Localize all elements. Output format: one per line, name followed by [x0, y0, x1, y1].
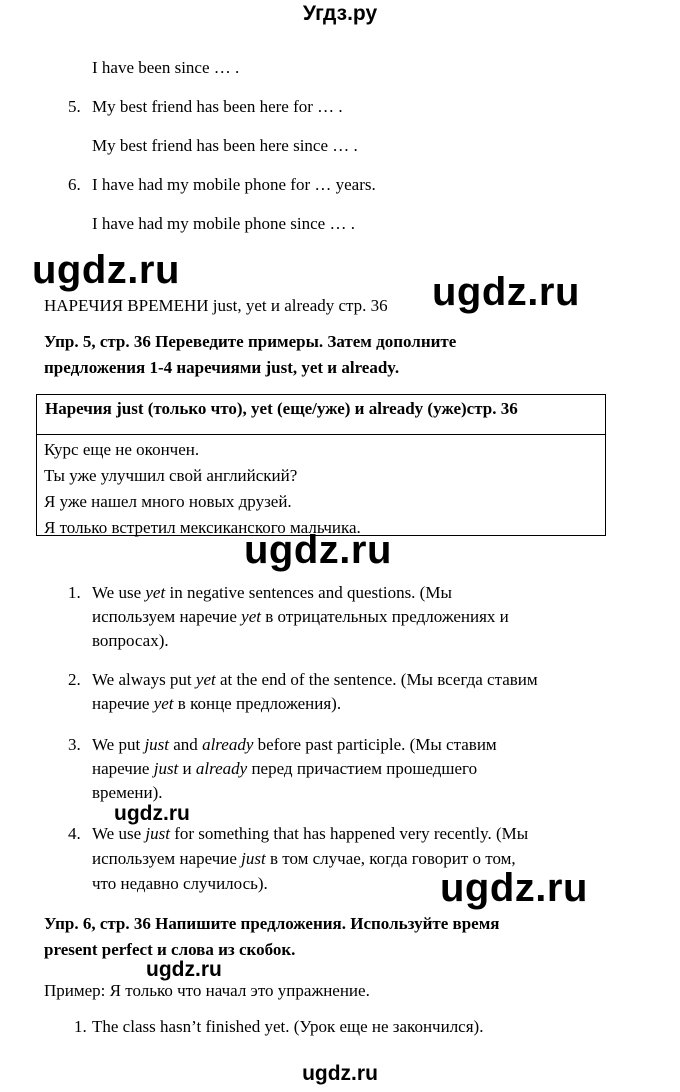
example-line: Пример: Я только что начал это упражнение.	[44, 981, 370, 1000]
answer-line: The class hasn’t finished yet. (Урок еще не закончился).	[92, 1017, 484, 1036]
rule-line: используем наречие yet в отрицательных предложениях и	[92, 607, 509, 626]
table-row: Я только встретил мексиканского мальчика.	[44, 518, 361, 537]
rule-line: наречие just и already перед причастием прошедшего	[92, 759, 478, 778]
rule-line: We use just for something that has happened very recently. (Мы	[92, 824, 529, 843]
exercise-5-heading: Упр. 5, стр. 36 Переведите примеры. Затем дополните	[44, 332, 457, 351]
rule-number: 2.	[68, 670, 81, 689]
table-row: Я уже нашел много новых друзей.	[44, 492, 292, 511]
table-row: Ты уже улучшил свой английский?	[44, 466, 298, 485]
site-header: Угдз.ру	[302, 2, 378, 25]
text-line: My best friend has been here since … .	[92, 136, 358, 155]
watermark: ugdz.ru	[244, 528, 392, 572]
text-line: I have had my mobile phone since … .	[92, 214, 355, 233]
watermark: ugdz.ru	[146, 958, 222, 981]
rule-line: We use yet in negative sentences and questions. (Мы	[92, 583, 452, 602]
watermark: ugdz.ru	[302, 1062, 378, 1085]
rule-number: 1.	[68, 583, 81, 602]
exercise-6-heading: Упр. 6, стр. 36 Напишите предложения. Используйте время	[44, 914, 500, 933]
rule-number: 4.	[68, 824, 81, 843]
watermark: ugdz.ru	[432, 270, 580, 314]
exercise-6-heading: present perfect и слова из скобок.	[44, 940, 296, 959]
rule-line: We always put yet at the end of the sentence. (Мы всегда ставим	[92, 670, 538, 689]
rule-line: времени).	[92, 783, 163, 802]
item-number: 5.	[68, 97, 81, 116]
text-line: I have had my mobile phone for … years.	[92, 175, 376, 194]
item-number: 6.	[68, 175, 81, 194]
item-number: 1.	[74, 1017, 87, 1036]
text-line: My best friend has been here for … .	[92, 97, 343, 116]
rule-line: используем наречие just в том случае, когда говорит о том,	[92, 849, 516, 868]
text-line: I have been since … .	[92, 58, 240, 77]
rule-line: что недавно случилось).	[92, 874, 268, 893]
watermark: ugdz.ru	[440, 866, 588, 910]
watermark: ugdz.ru	[32, 248, 180, 292]
rule-line: наречие yet в конце предложения).	[92, 694, 342, 713]
watermark: ugdz.ru	[114, 802, 190, 825]
section-title: НАРЕЧИЯ ВРЕМЕНИ just, yet и already стр. 36	[44, 296, 388, 315]
exercise-5-heading: предложения 1-4 наречиями just, yet и already.	[44, 358, 400, 377]
rule-line: We put just and already before past participle. (Мы ставим	[92, 735, 497, 754]
table-header: Наречия just (только что), yet (еще/уже) и already (уже)стр. 36	[37, 395, 605, 435]
rule-number: 3.	[68, 735, 81, 754]
table-row: Курс еще не окончен.	[44, 440, 200, 459]
rule-line: вопросах).	[92, 631, 169, 650]
adverbs-table	[36, 394, 606, 536]
